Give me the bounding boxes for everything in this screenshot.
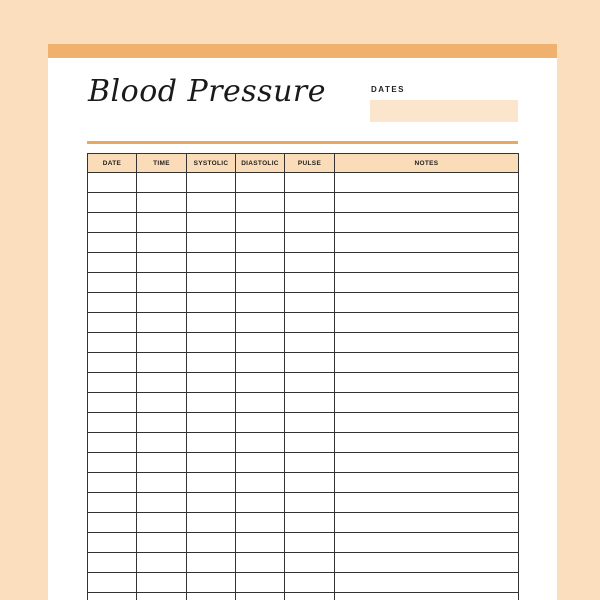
cell-time[interactable]: [137, 533, 187, 553]
cell-pulse[interactable]: [285, 373, 335, 393]
cell-diastolic[interactable]: [236, 173, 285, 193]
table-row: [88, 553, 519, 573]
cell-diastolic[interactable]: [236, 553, 285, 573]
cell-notes[interactable]: [335, 233, 519, 253]
cell-time[interactable]: [137, 453, 187, 473]
cell-pulse[interactable]: [285, 393, 335, 413]
cell-date[interactable]: [88, 593, 137, 600]
cell-systolic[interactable]: [187, 473, 236, 493]
cell-pulse[interactable]: [285, 233, 335, 253]
cell-date[interactable]: [88, 393, 137, 413]
cell-systolic[interactable]: [187, 313, 236, 333]
table-row: [88, 473, 519, 493]
column-header-diastolic: DIASTOLIC: [236, 154, 285, 173]
cell-systolic[interactable]: [187, 333, 236, 353]
cell-pulse[interactable]: [285, 573, 335, 593]
cell-notes[interactable]: [335, 493, 519, 513]
table-row: [88, 233, 519, 253]
cell-pulse[interactable]: [285, 213, 335, 233]
cell-systolic[interactable]: [187, 213, 236, 233]
cell-systolic[interactable]: [187, 453, 236, 473]
cell-diastolic[interactable]: [236, 373, 285, 393]
table-row: [88, 433, 519, 453]
cell-diastolic[interactable]: [236, 413, 285, 433]
cell-notes[interactable]: [335, 373, 519, 393]
cell-time[interactable]: [137, 253, 187, 273]
cell-time[interactable]: [137, 173, 187, 193]
cell-time[interactable]: [137, 493, 187, 513]
cell-time[interactable]: [137, 473, 187, 493]
cell-notes[interactable]: [335, 453, 519, 473]
table-body: [88, 173, 519, 600]
cell-notes[interactable]: [335, 513, 519, 533]
cell-pulse[interactable]: [285, 253, 335, 273]
table-row: [88, 413, 519, 433]
cell-notes[interactable]: [335, 533, 519, 553]
table-row: [88, 493, 519, 513]
cell-systolic[interactable]: [187, 373, 236, 393]
cell-date[interactable]: [88, 573, 137, 593]
table-row: [88, 393, 519, 413]
cell-diastolic[interactable]: [236, 533, 285, 553]
cell-pulse[interactable]: [285, 313, 335, 333]
cell-systolic[interactable]: [187, 593, 236, 600]
cell-notes[interactable]: [335, 433, 519, 453]
cell-time[interactable]: [137, 353, 187, 373]
cell-notes[interactable]: [335, 273, 519, 293]
table-row: [88, 513, 519, 533]
cell-notes[interactable]: [335, 333, 519, 353]
cell-systolic[interactable]: [187, 413, 236, 433]
table-row: [88, 313, 519, 333]
cell-diastolic[interactable]: [236, 393, 285, 413]
cell-date[interactable]: [88, 313, 137, 333]
table-row: [88, 293, 519, 313]
cell-pulse[interactable]: [285, 553, 335, 573]
cell-systolic[interactable]: [187, 253, 236, 273]
cell-diastolic[interactable]: [236, 273, 285, 293]
cell-time[interactable]: [137, 193, 187, 213]
cell-date[interactable]: [88, 233, 137, 253]
cell-notes[interactable]: [335, 193, 519, 213]
cell-pulse[interactable]: [285, 293, 335, 313]
log-sheet: [48, 44, 557, 600]
cell-notes[interactable]: [335, 293, 519, 313]
table-row: [88, 533, 519, 553]
column-header-pulse: PULSE: [285, 154, 335, 173]
cell-systolic[interactable]: [187, 393, 236, 413]
cell-notes[interactable]: [335, 413, 519, 433]
table-row: [88, 253, 519, 273]
table-row: [88, 173, 519, 193]
cell-time[interactable]: [137, 333, 187, 353]
cell-diastolic[interactable]: [236, 453, 285, 473]
cell-notes[interactable]: [335, 573, 519, 593]
cell-systolic[interactable]: [187, 173, 236, 193]
cell-diastolic[interactable]: [236, 333, 285, 353]
cell-time[interactable]: [137, 413, 187, 433]
table-header-row: [88, 154, 519, 173]
cell-diastolic[interactable]: [236, 593, 285, 600]
cell-date[interactable]: [88, 513, 137, 533]
cell-notes[interactable]: [335, 393, 519, 413]
cell-pulse[interactable]: [285, 533, 335, 553]
cell-diastolic[interactable]: [236, 513, 285, 533]
cell-time[interactable]: [137, 573, 187, 593]
cell-notes[interactable]: [335, 553, 519, 573]
cell-notes[interactable]: [335, 593, 519, 600]
column-header-date: DATE: [88, 154, 137, 173]
page-title: Blood Pressure: [88, 74, 326, 109]
dates-field[interactable]: [370, 100, 518, 122]
cell-date[interactable]: [88, 413, 137, 433]
column-header-systolic: SYSTOLIC: [187, 154, 236, 173]
table-row: [88, 373, 519, 393]
cell-pulse[interactable]: [285, 353, 335, 373]
column-header-notes: NOTES: [335, 154, 519, 173]
blood-pressure-log-table: [87, 153, 519, 600]
cell-date[interactable]: [88, 353, 137, 373]
cell-date[interactable]: [88, 433, 137, 453]
cell-systolic[interactable]: [187, 293, 236, 313]
table-row: [88, 193, 519, 213]
table-row: [88, 453, 519, 473]
cell-diastolic[interactable]: [236, 233, 285, 253]
cell-time[interactable]: [137, 313, 187, 333]
table-row: [88, 273, 519, 293]
table-row: [88, 213, 519, 233]
cell-date[interactable]: [88, 193, 137, 213]
cell-date[interactable]: [88, 213, 137, 233]
cell-pulse[interactable]: [285, 453, 335, 473]
cell-date[interactable]: [88, 553, 137, 573]
cell-pulse[interactable]: [285, 273, 335, 293]
cell-date[interactable]: [88, 533, 137, 553]
cell-systolic[interactable]: [187, 193, 236, 213]
cell-time[interactable]: [137, 213, 187, 233]
cell-diastolic[interactable]: [236, 573, 285, 593]
table-row: [88, 353, 519, 373]
cell-date[interactable]: [88, 453, 137, 473]
cell-pulse[interactable]: [285, 193, 335, 213]
cell-systolic[interactable]: [187, 273, 236, 293]
cell-pulse[interactable]: [285, 333, 335, 353]
cell-time[interactable]: [137, 293, 187, 313]
cell-pulse[interactable]: [285, 593, 335, 600]
cell-systolic[interactable]: [187, 353, 236, 373]
cell-notes[interactable]: [335, 173, 519, 193]
cell-notes[interactable]: [335, 213, 519, 233]
cell-diastolic[interactable]: [236, 213, 285, 233]
cell-date[interactable]: [88, 253, 137, 273]
cell-date[interactable]: [88, 493, 137, 513]
cell-time[interactable]: [137, 393, 187, 413]
cell-systolic[interactable]: [187, 513, 236, 533]
cell-notes[interactable]: [335, 353, 519, 373]
cell-systolic[interactable]: [187, 433, 236, 453]
cell-pulse[interactable]: [285, 433, 335, 453]
cell-date[interactable]: [88, 273, 137, 293]
cell-diastolic[interactable]: [236, 193, 285, 213]
cell-pulse[interactable]: [285, 473, 335, 493]
cell-diastolic[interactable]: [236, 253, 285, 273]
cell-date[interactable]: [88, 373, 137, 393]
cell-diastolic[interactable]: [236, 293, 285, 313]
cell-notes[interactable]: [335, 253, 519, 273]
cell-time[interactable]: [137, 273, 187, 293]
table-row: [88, 333, 519, 353]
cell-notes[interactable]: [335, 313, 519, 333]
cell-diastolic[interactable]: [236, 313, 285, 333]
column-header-time: TIME: [137, 154, 187, 173]
cell-pulse[interactable]: [285, 413, 335, 433]
cell-date[interactable]: [88, 173, 137, 193]
cell-diastolic[interactable]: [236, 353, 285, 373]
cell-date[interactable]: [88, 293, 137, 313]
cell-pulse[interactable]: [285, 513, 335, 533]
cell-time[interactable]: [137, 373, 187, 393]
cell-time[interactable]: [137, 433, 187, 453]
cell-notes[interactable]: [335, 473, 519, 493]
cell-diastolic[interactable]: [236, 473, 285, 493]
cell-systolic[interactable]: [187, 233, 236, 253]
cell-systolic[interactable]: [187, 573, 236, 593]
cell-pulse[interactable]: [285, 173, 335, 193]
cell-diastolic[interactable]: [236, 433, 285, 453]
cell-time[interactable]: [137, 553, 187, 573]
table-row: [88, 573, 519, 593]
cell-systolic[interactable]: [187, 533, 236, 553]
title-divider: [87, 141, 518, 144]
cell-date[interactable]: [88, 473, 137, 493]
cell-date[interactable]: [88, 333, 137, 353]
cell-systolic[interactable]: [187, 553, 236, 573]
cell-time[interactable]: [137, 233, 187, 253]
cell-diastolic[interactable]: [236, 493, 285, 513]
cell-pulse[interactable]: [285, 493, 335, 513]
cell-time[interactable]: [137, 593, 187, 600]
table-row: [88, 593, 519, 600]
cell-time[interactable]: [137, 513, 187, 533]
top-accent-band: [48, 44, 557, 58]
cell-systolic[interactable]: [187, 493, 236, 513]
dates-label: DATES: [371, 85, 406, 94]
